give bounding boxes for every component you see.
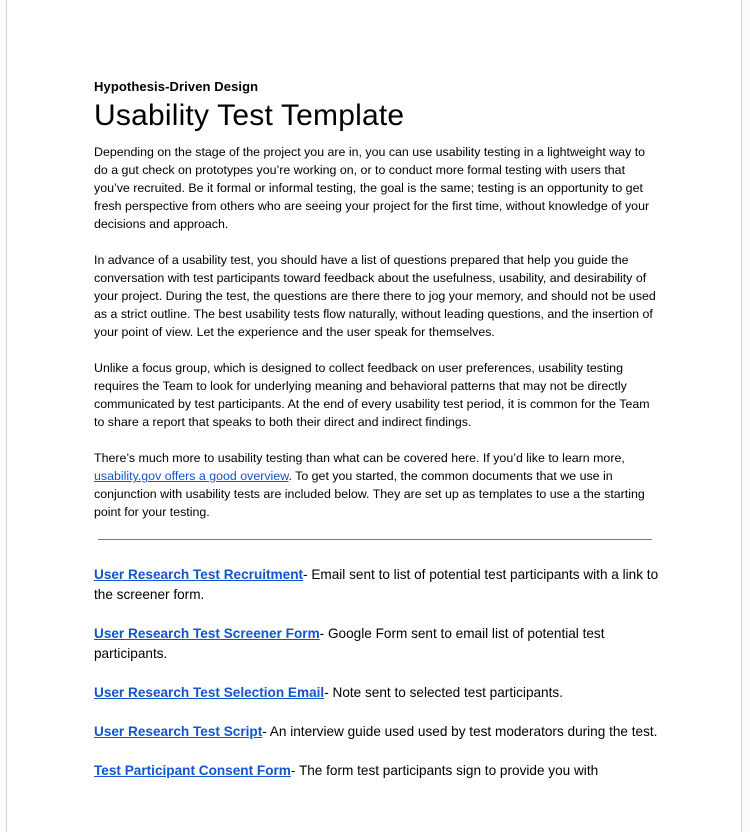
selection-email-link[interactable]: User Research Test Selection Email [94, 685, 325, 700]
doc-description: - An interview guide used used by test moderators during the test. [262, 724, 658, 739]
doc-description: - Email sent to list of potential test participants with a link to the screener form. [94, 567, 659, 602]
doc-description: - The form test participants sign to provide you with [290, 763, 599, 778]
intro-paragraph-3: Unlike a focus group, which is designed to collect feedback on user preferences, usability testing requires the Team to look for underlying meaning and behavioral patterns that may not be directly communicated by test participants. At the end of every usability test period, it is common for the Team to share a report that speaks to both their direct and indirect findings. [94, 361, 650, 429]
document-page [6, 0, 742, 832]
intro-paragraph-1: Depending on the stage of the project you are in, you can use usability testing in a lightweight way to do a gut check on prototypes you’re working on, or to conduct more formal testing with users that you’ve recruited. Be it formal or informal testing, the goal is the same; testing is an opportunity to get fresh perspective from others who are seeing your project for the first time, without knowledge of your decisions and approach. [94, 145, 650, 231]
paragraph-text: There’s much more to usability testing than what can be covered here. If you’d like to learn more, [94, 451, 625, 465]
list-item [94, 565, 660, 605]
usability-gov-link[interactable]: usability.gov offers a good overview [94, 469, 289, 483]
intro-paragraph-4 [94, 449, 660, 521]
consent-form-link[interactable]: Test Participant Consent Form [94, 763, 291, 778]
section-eyebrow: Hypothesis-Driven Design [94, 79, 259, 94]
document-content [94, 78, 660, 800]
horizontal-divider [98, 539, 652, 540]
document-list [94, 565, 660, 781]
paragraph-text: . To get you started, the common documents that we use in conjunction with usability tests are included below. They are set up as templates to use a the starting point for your testing. [94, 469, 645, 519]
page-title: Usability Test Template [94, 99, 405, 132]
doc-description: - Note sent to selected test participants. [324, 685, 563, 700]
intro-paragraph-2: In advance of a usability test, you should have a list of questions prepared that help you guide the conversation with test participants toward feedback about the usefulness, usability, and desirability of your project. During the test, the questions are there there to jog your memory, and should not be used as a strict outline. The best usability tests flow naturally, without leading questions, and the insertion of your point of view. Let the experience and the user speak for themselves. [94, 253, 656, 339]
list-item [94, 683, 660, 703]
screener-form-link[interactable]: User Research Test Screener Form [94, 626, 320, 641]
test-script-link[interactable]: User Research Test Script [94, 724, 263, 739]
recruitment-doc-link[interactable]: User Research Test Recruitment [94, 567, 304, 582]
doc-description: - Google Form sent to email list of potential test participants. [94, 626, 605, 661]
list-item [94, 722, 660, 742]
list-item [94, 624, 660, 664]
list-item [94, 761, 660, 781]
